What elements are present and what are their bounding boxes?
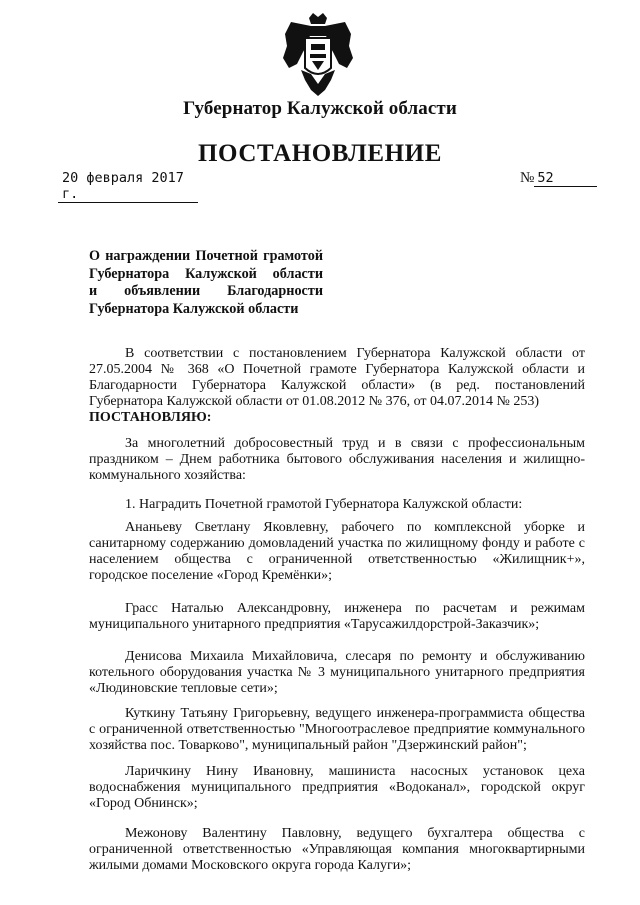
awardee-paragraph: Ларичкину Нину Ивановну, машиниста насосных установок цеха водоснабжения муниципального предприятия «Водоканал», городской округ «Город Обнинск»;: [89, 764, 585, 811]
awardee-paragraph: Грасс Наталью Александровну, инженера по расчетам и режимам муниципального унитарного предприятия «Тарусажилдорстрой-Заказчик»;: [89, 601, 585, 632]
reason-text: За многолетний добросовестный труд и в связи с профессиональным праздником – Днем работника бытового обслуживания населения и жилищно-коммунального хозяйства:: [89, 436, 585, 483]
coat-of-arms-emblem-icon: [281, 12, 355, 98]
document-type-heading: ПОСТАНОВЛЕНИЕ: [197, 140, 443, 167]
reason-block: [89, 436, 585, 484]
preamble-block: [89, 346, 585, 426]
subject-line: Губернатора Калужской области: [89, 300, 299, 317]
preamble-text: В соответствии с постановлением Губернатора Калужской области от 27.05.2004 № 368 «О Почетной грамоте Губернатора Калужской области и Благодарности Губернатора Калужской области» (в ред. постановлений Губернатора Калужской области от 01.08.2012 № 376, от 04.07.2014 № 253): [89, 346, 585, 409]
document-date: 20 февраля 2017 г.: [58, 170, 198, 203]
number-sign: №: [520, 170, 535, 186]
document-number: 52: [534, 170, 597, 187]
subject-block: [89, 248, 323, 318]
document-number-block: [520, 170, 597, 187]
award-item-heading: 1. Наградить Почетной грамотой Губернатора Калужской области:: [125, 497, 523, 512]
issuer-title: Губернатор Калужской области: [183, 98, 457, 119]
resolve-heading: ПОСТАНОВЛЯЮ:: [89, 410, 212, 425]
subject-line: и объявлении Благодарности: [89, 283, 323, 299]
awardee-paragraph: Денисова Михаила Михайловича, слесаря по ремонту и обслуживанию котельного оборудования участка № 3 муниципального унитарного предприятия «Людиновские тепловые сети»;: [89, 649, 585, 696]
subject-line: О награждении Почетной грамотой: [89, 248, 323, 264]
awardee-paragraph: Ананьеву Светлану Яковлевну, рабочего по комплексной уборке и санитарному содержанию домовладений участка по жилищному фонду и работе с населением общества с ограниченной ответственностью «Жилищник+», городское поселение «Город Кремёнки»;: [89, 520, 585, 583]
awardee-paragraph: Куткину Татьяну Григорьевну, ведущего инженера-программиста общества с ограниченной ответственностью "Многоотраслевое предприятие коммунального хозяйства пос. Товарково", муниципальный район "Дзержинский район";: [89, 706, 585, 753]
awardee-paragraph: Межонову Валентину Павловну, ведущего бухгалтера общества с ограниченной ответственностью «Управляющая компания многоквартирными жилыми домами Московского округа города Калуги»;: [89, 826, 585, 873]
subject-line: Губернатора Калужской области: [89, 265, 323, 282]
